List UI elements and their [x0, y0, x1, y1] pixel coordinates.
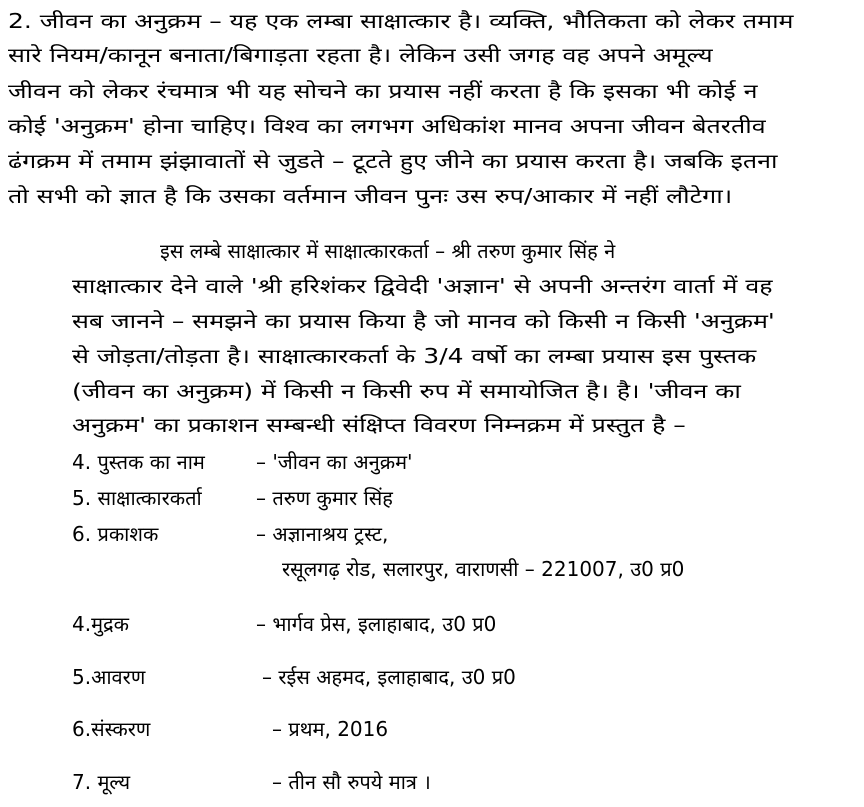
paragraph-line: सब जानने – समझने का प्रयास किया है जो मानव को किसी न किसी 'अनुक्रम' — [72, 309, 775, 333]
paragraph-line: से जोड़ता/तोड़ता है। साक्षात्कारकर्ता के 3/4 वर्षो का लम्बा प्रयास इस पुस्तक — [72, 344, 757, 368]
cover-value: – रईस अहमद, इलाहाबाद, उ0 प्र0 — [262, 665, 516, 689]
publisher-label: 6. प्रकाशक — [72, 522, 159, 546]
publisher-address: रसूलगढ़ रोड, सलारपुर, वाराणसी – 221007, उ0 प्र0 — [282, 557, 685, 581]
book-name-value: – 'जीवन का अनुक्रम' — [256, 450, 413, 474]
cover-label: 5.आवरण — [72, 665, 146, 689]
paragraph-line: ढंगक्रम में तमाम झंझावातों से जुडते – टूटते हुए जीने का प्रयास करता है। जबकि इतना — [8, 149, 778, 173]
publisher-value: – अज्ञानाश्रय ट्रस्ट, — [256, 522, 389, 546]
edition-value: – प्रथम, 2016 — [272, 717, 389, 741]
edition-label: 6.संस्करण — [72, 717, 151, 741]
printer-value: – भार्गव प्रेस, इलाहाबाद, उ0 प्र0 — [256, 612, 497, 636]
printer-label: 4.मुद्रक — [72, 612, 130, 636]
paragraph-line: जीवन को लेकर रंचमात्र भी यह सोचने का प्रयास नहीं करता है कि इसका भी कोई न — [8, 79, 758, 103]
interviewer-label: 5. साक्षात्कारकर्ता — [72, 486, 202, 510]
price-value: – तीन सौ रुपये मात्र । — [272, 770, 431, 794]
paragraph-line: इस लम्बे साक्षात्कार में साक्षात्कारकर्ता – श्री तरुण कुमार सिंह ने — [160, 239, 616, 263]
price-label: 7. मूल्य — [72, 770, 131, 794]
paragraph-line: सारे नियम/कानून बनाता/बिगाड़ता रहता है। लेकिन उसी जगह वह अपने अमूल्य — [8, 43, 713, 67]
paragraph-line: साक्षात्कार देने वाले 'श्री हरिशंकर द्विवेदी 'अज्ञान' से अपनी अन्तरंग वार्ता में वह — [72, 274, 773, 298]
paragraph-line: 2. जीवन का अनुक्रम – यह एक लम्बा साक्षात्कार है। व्यक्ति, भौतिकता को लेकर तमाम — [8, 9, 794, 33]
book-name-label: 4. पुस्तक का नाम — [72, 450, 205, 474]
paragraph-line: कोई 'अनुक्रम' होना चाहिए। विश्व का लगभग अधिकांश मानव अपना जीवन बेतरतीव — [8, 114, 766, 138]
interviewer-value: – तरुण कुमार सिंह — [256, 486, 393, 510]
paragraph-line: अनुक्रम' का प्रकाशन सम्बन्धी संक्षिप्त विवरण निम्नक्रम में प्रस्तुत है – — [72, 413, 686, 437]
paragraph-line: तो सभी को ज्ञात है कि उसका वर्तमान जीवन पुनः उस रुप/आकार में नहीं लौटेगा। — [8, 184, 733, 208]
paragraph-line: (जीवन का अनुक्रम) में किसी न किसी रुप में समायोजित है। है। 'जीवन का — [72, 379, 741, 403]
